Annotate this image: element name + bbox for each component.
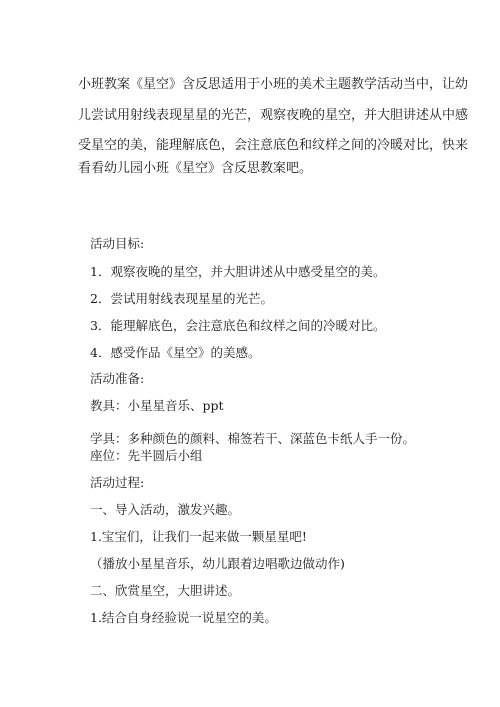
intro-line: 受星空的美，能理解底色，会注意底色和纹样之间的冷暖对比，快来 [78,138,469,153]
process-step: 一、导入活动，激发兴趣。 [90,502,241,517]
goal-item: 3．能理解底色，会注意底色和纹样之间的冷暖对比。 [90,318,386,333]
process-step: 1.结合自身经验说一说星空的美。 [90,610,277,625]
preparation-item: 教具：小星星音乐、ppt [90,398,224,413]
section-heading-process: 活动过程: [90,475,145,490]
preparation-item: 学具：多种颜色的颜料、棉签若干、深蓝色卡纸人手一份。 [90,431,416,446]
section-heading-goals: 活动目标: [90,236,145,251]
process-step: （播放小星星音乐，幼儿跟着边唱歌边做动作) [90,556,345,571]
process-step: 1.宝宝们，让我们一起来做一颗星星吧! [90,529,307,544]
preparation-item: 座位：先半圆后小组 [90,448,203,463]
intro-line: 小班教案《星空》含反思适用于小班的美术主题教学活动当中，让幼 [78,77,469,92]
intro-line: 看看幼儿园小班《星空》含反思教案吧。 [78,161,313,176]
goal-item: 1．观察夜晚的星空，并大胆讲述从中感受星空的美。 [90,264,386,279]
section-heading-preparation: 活动准备: [90,371,145,386]
goal-item: 2．尝试用射线表现星星的光芒。 [90,291,273,306]
goal-item: 4．感受作品《星空》的美感。 [90,345,261,360]
intro-line: 儿尝试用射线表现星星的光芒，观察夜晚的星空，并大胆讲述从中感 [78,108,469,123]
process-step: 二、欣赏星空，大胆讲述。 [90,583,241,598]
